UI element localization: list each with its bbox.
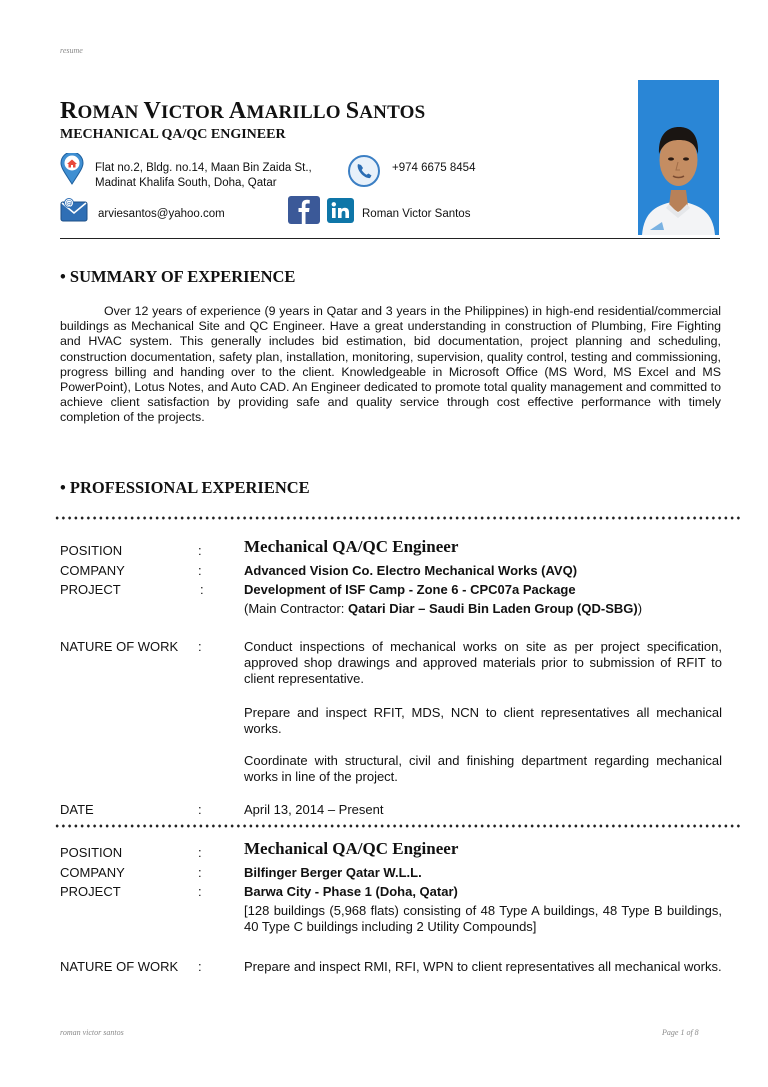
job1-date: April 13, 2014 – Present	[244, 802, 384, 817]
job2-position: Mechanical QA/QC Engineer	[244, 839, 459, 858]
job1-project-note: (Main Contractor: Qatari Diar – Saudi Bin Laden Group (QD-SBG))	[244, 601, 643, 616]
label-date: DATE	[60, 802, 94, 817]
colon: :	[198, 884, 202, 899]
profile-photo	[638, 80, 719, 235]
job2-company: Bilfinger Berger Qatar W.L.L.	[244, 865, 422, 880]
label-position: POSITION	[60, 845, 123, 860]
job2-project: Barwa City - Phase 1 (Doha, Qatar)	[244, 884, 458, 899]
job1-nature-2: Prepare and inspect RFIT, MDS, NCN to client representatives all mechanical works.	[244, 705, 722, 736]
job1-nature-1: Conduct inspections of mechanical works on site as per project specification, approved shop drawings and approved materials prior to submission of RFIT to client representative.	[244, 639, 722, 686]
job2-nature-1: Prepare and inspect RMI, RFI, WPN to client representatives all mechanical works.	[244, 959, 722, 974]
footer-page-number: Page 1 of 8	[662, 1028, 699, 1037]
job1-company: Advanced Vision Co. Electro Mechanical Works (AVQ)	[244, 563, 578, 578]
colon: :	[198, 959, 202, 974]
social-name: Roman Victor Santos	[362, 208, 471, 220]
job1-project: Development of ISF Camp - Zone 6 - CPC07a Package	[244, 582, 576, 597]
header-divider	[60, 238, 720, 239]
dotted-divider	[54, 824, 740, 828]
label-company: COMPANY	[60, 865, 125, 880]
label-nature-of-work: NATURE OF WORK	[60, 959, 179, 974]
colon: :	[198, 639, 202, 654]
label-nature-of-work: NATURE OF WORK	[60, 639, 179, 654]
job-title: MECHANICAL QA/QC ENGINEER	[60, 127, 286, 142]
colon: :	[198, 802, 202, 817]
label-company: COMPANY	[60, 563, 125, 578]
phone-number: +974 6675 8454	[392, 162, 476, 174]
linkedin-icon[interactable]	[327, 198, 354, 223]
facebook-icon[interactable]	[288, 196, 320, 224]
address-line-1: Flat no.2, Bldg. no.14, Maan Bin Zaida St.,	[95, 162, 312, 174]
address-line-2: Madinat Khalifa South, Doha, Qatar	[95, 177, 277, 189]
label-position: POSITION	[60, 543, 123, 558]
label-project: PROJECT	[60, 884, 121, 899]
footer-author: roman victor santos	[60, 1028, 124, 1037]
colon: :	[198, 543, 202, 558]
colon: :	[198, 563, 202, 578]
svg-text:@: @	[65, 199, 73, 208]
label-project: PROJECT	[60, 582, 121, 597]
person-name: ROMAN VICTOR AMARILLO SANTOS	[60, 98, 426, 124]
colon: :	[198, 865, 202, 880]
job2-project-note: [128 buildings (5,968 flats) consisting of 48 Type A buildings, 48 Type B buildings, 40 Type C buildings including 2 Utility Compounds]	[244, 903, 722, 934]
dotted-divider	[54, 516, 740, 520]
summary-heading: • SUMMARY OF EXPERIENCE	[60, 267, 296, 286]
colon: :	[200, 582, 204, 597]
email-icon	[60, 198, 88, 222]
home-location-icon	[60, 153, 84, 185]
phone-icon	[348, 155, 380, 187]
summary-text: Over 12 years of experience (9 years in Qatar and 3 years in the Philippines) in high-end residential/commercial buildings as Mechanical Site and QC Engineer. Have a great understanding in construction of Plumbing, Fire Fighting and HVAC system. This generally includes bid estimation, bid documentation, project planning and scheduling, construction documentation, safety plan, installation, monitoring, supervision, quality control, testing and commissioning, progress billing and handing over to the client. Knowledgeable in Microsoft Office (MS Word, MS Excel and MS PowerPoint), Lotus Notes, and Auto CAD. An Engineer dedicated to promote total quality management and committed to achieve client satisfaction by providing safe and quality service through cost effective performance with timely completion of the projects.	[60, 304, 721, 425]
email-address[interactable]: arviesantos@yahoo.com	[98, 208, 225, 220]
experience-heading: • PROFESSIONAL EXPERIENCE	[60, 478, 310, 497]
colon: :	[198, 845, 202, 860]
header-tag: resume	[60, 46, 83, 55]
job1-position: Mechanical QA/QC Engineer	[244, 537, 459, 556]
job1-nature-3: Coordinate with structural, civil and finishing department regarding mechanical works in line of the project.	[244, 753, 722, 784]
